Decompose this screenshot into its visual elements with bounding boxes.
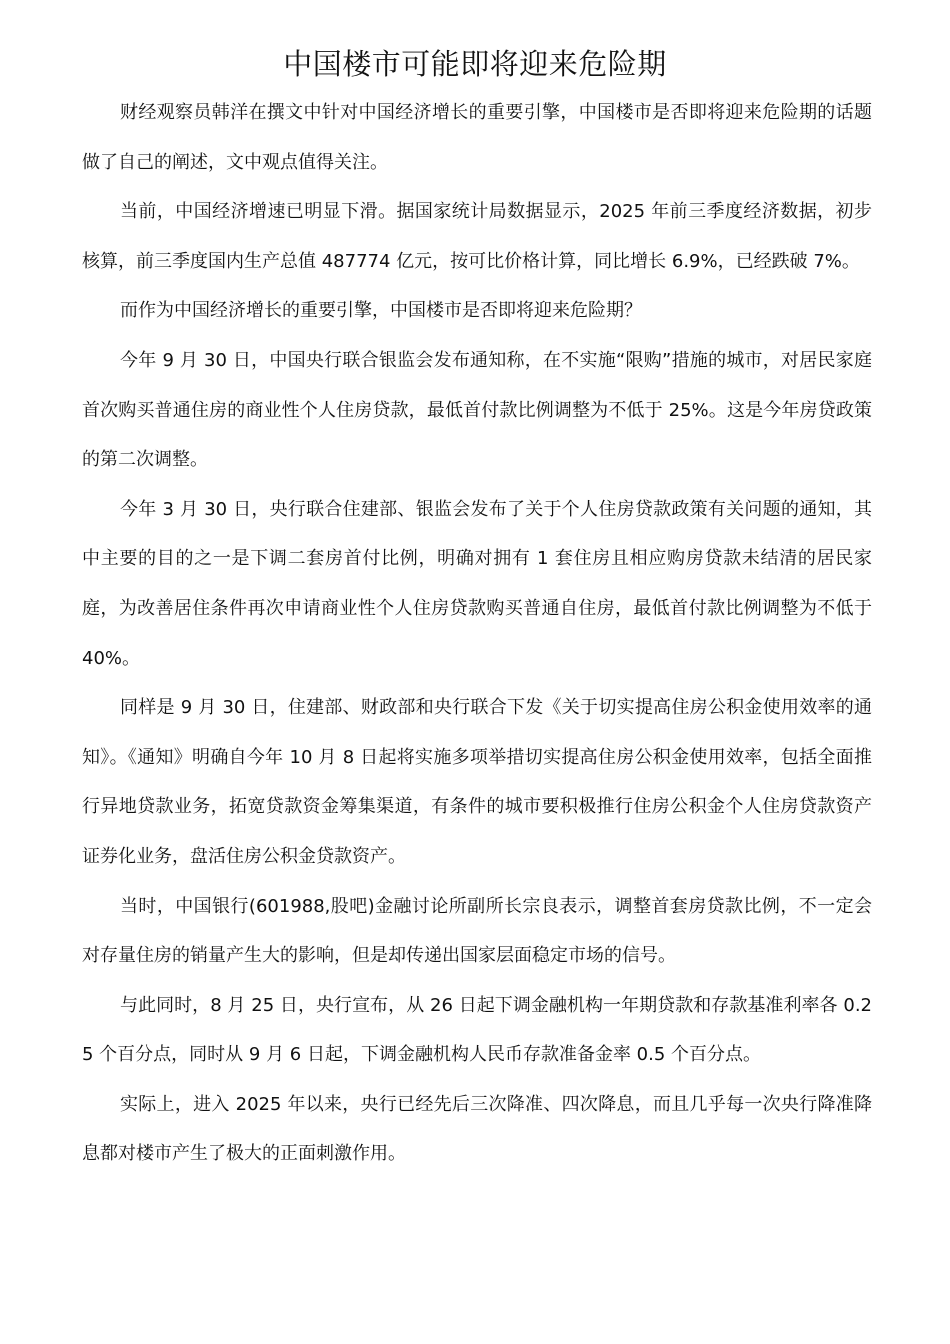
paragraph-1: 财经观察员韩洋在撰文中针对中国经济增长的重要引擎，中国楼市是否即将迎来危险期的话题做了自己的阐述，文中观点值得关注。	[82, 102, 872, 173]
paragraph-9: 实际上，进入 2025 年以来，央行已经先后三次降准、四次降息，而且几乎每一次央行降准降息都对楼市产生了极大的正面刺激作用。	[82, 1093, 872, 1165]
paragraph-5: 今年 3 月 30 日，央行联合住建部、银监会发布了关于个人住房贷款政策有关问题的通知，其中主要的目的之一是下调二套房首付比例，明确对拥有 1 套住房且相应购房贷款未结清的居民家庭，为改善居住条件再次申请商业性个人住房贷款购买普通自住房，最低首付款比例调整为不低于 40%。	[82, 498, 872, 669]
paragraph-7: 当时，中国银行(601988,股吧)金融讨论所副所长宗良表示，调整首套房贷款比例，不一定会对存量住房的销量产生大的影响，但是却传递出国家层面稳定市场的信号。	[82, 895, 872, 967]
paragraph-4: 今年 9 月 30 日，中国央行联合银监会发布通知称，在不实施“限购”措施的城市，对居民家庭首次购买普通住房的商业性个人住房贷款，最低首付款比例调整为不低于 25%。这是今年房贷政策的第二次调整。	[82, 349, 872, 471]
paragraph-6: 同样是 9 月 30 日，住建部、财政部和央行联合下发《关于切实提高住房公积金使用效率的通知》。《通知》明确自今年 10 月 8 日起将实施多项举措切实提高住房公积金使用效率，包括全面推行异地贷款业务，拓宽贷款资金筹集渠道，有条件的城市要积极推行住房公积金个人住房贷款资产证券化业务，盘活住房公积金贷款资产。	[82, 697, 872, 867]
paragraph-3: 而作为中国经济增长的重要引擎，中国楼市是否即将迎来危险期？	[120, 300, 642, 322]
document-body	[82, 88, 872, 1179]
document-title: 中国楼市可能即将迎来危险期	[283, 47, 667, 81]
paragraph-2: 当前，中国经济增速已明显下滑。据国家统计局数据显示，2025 年前三季度经济数据，初步核算，前三季度国内生产总值 487774 亿元，按可比价格计算，同比增长 6.9%，已经跌破 7%。	[82, 201, 872, 272]
paragraph-8: 与此同时，8 月 25 日，央行宣布，从 26 日起下调金融机构一年期贷款和存款基准利率各 0.25 个百分点，同时从 9 月 6 日起，下调金融机构人民币存款准备金率 0.5 个百分点。	[82, 994, 872, 1066]
